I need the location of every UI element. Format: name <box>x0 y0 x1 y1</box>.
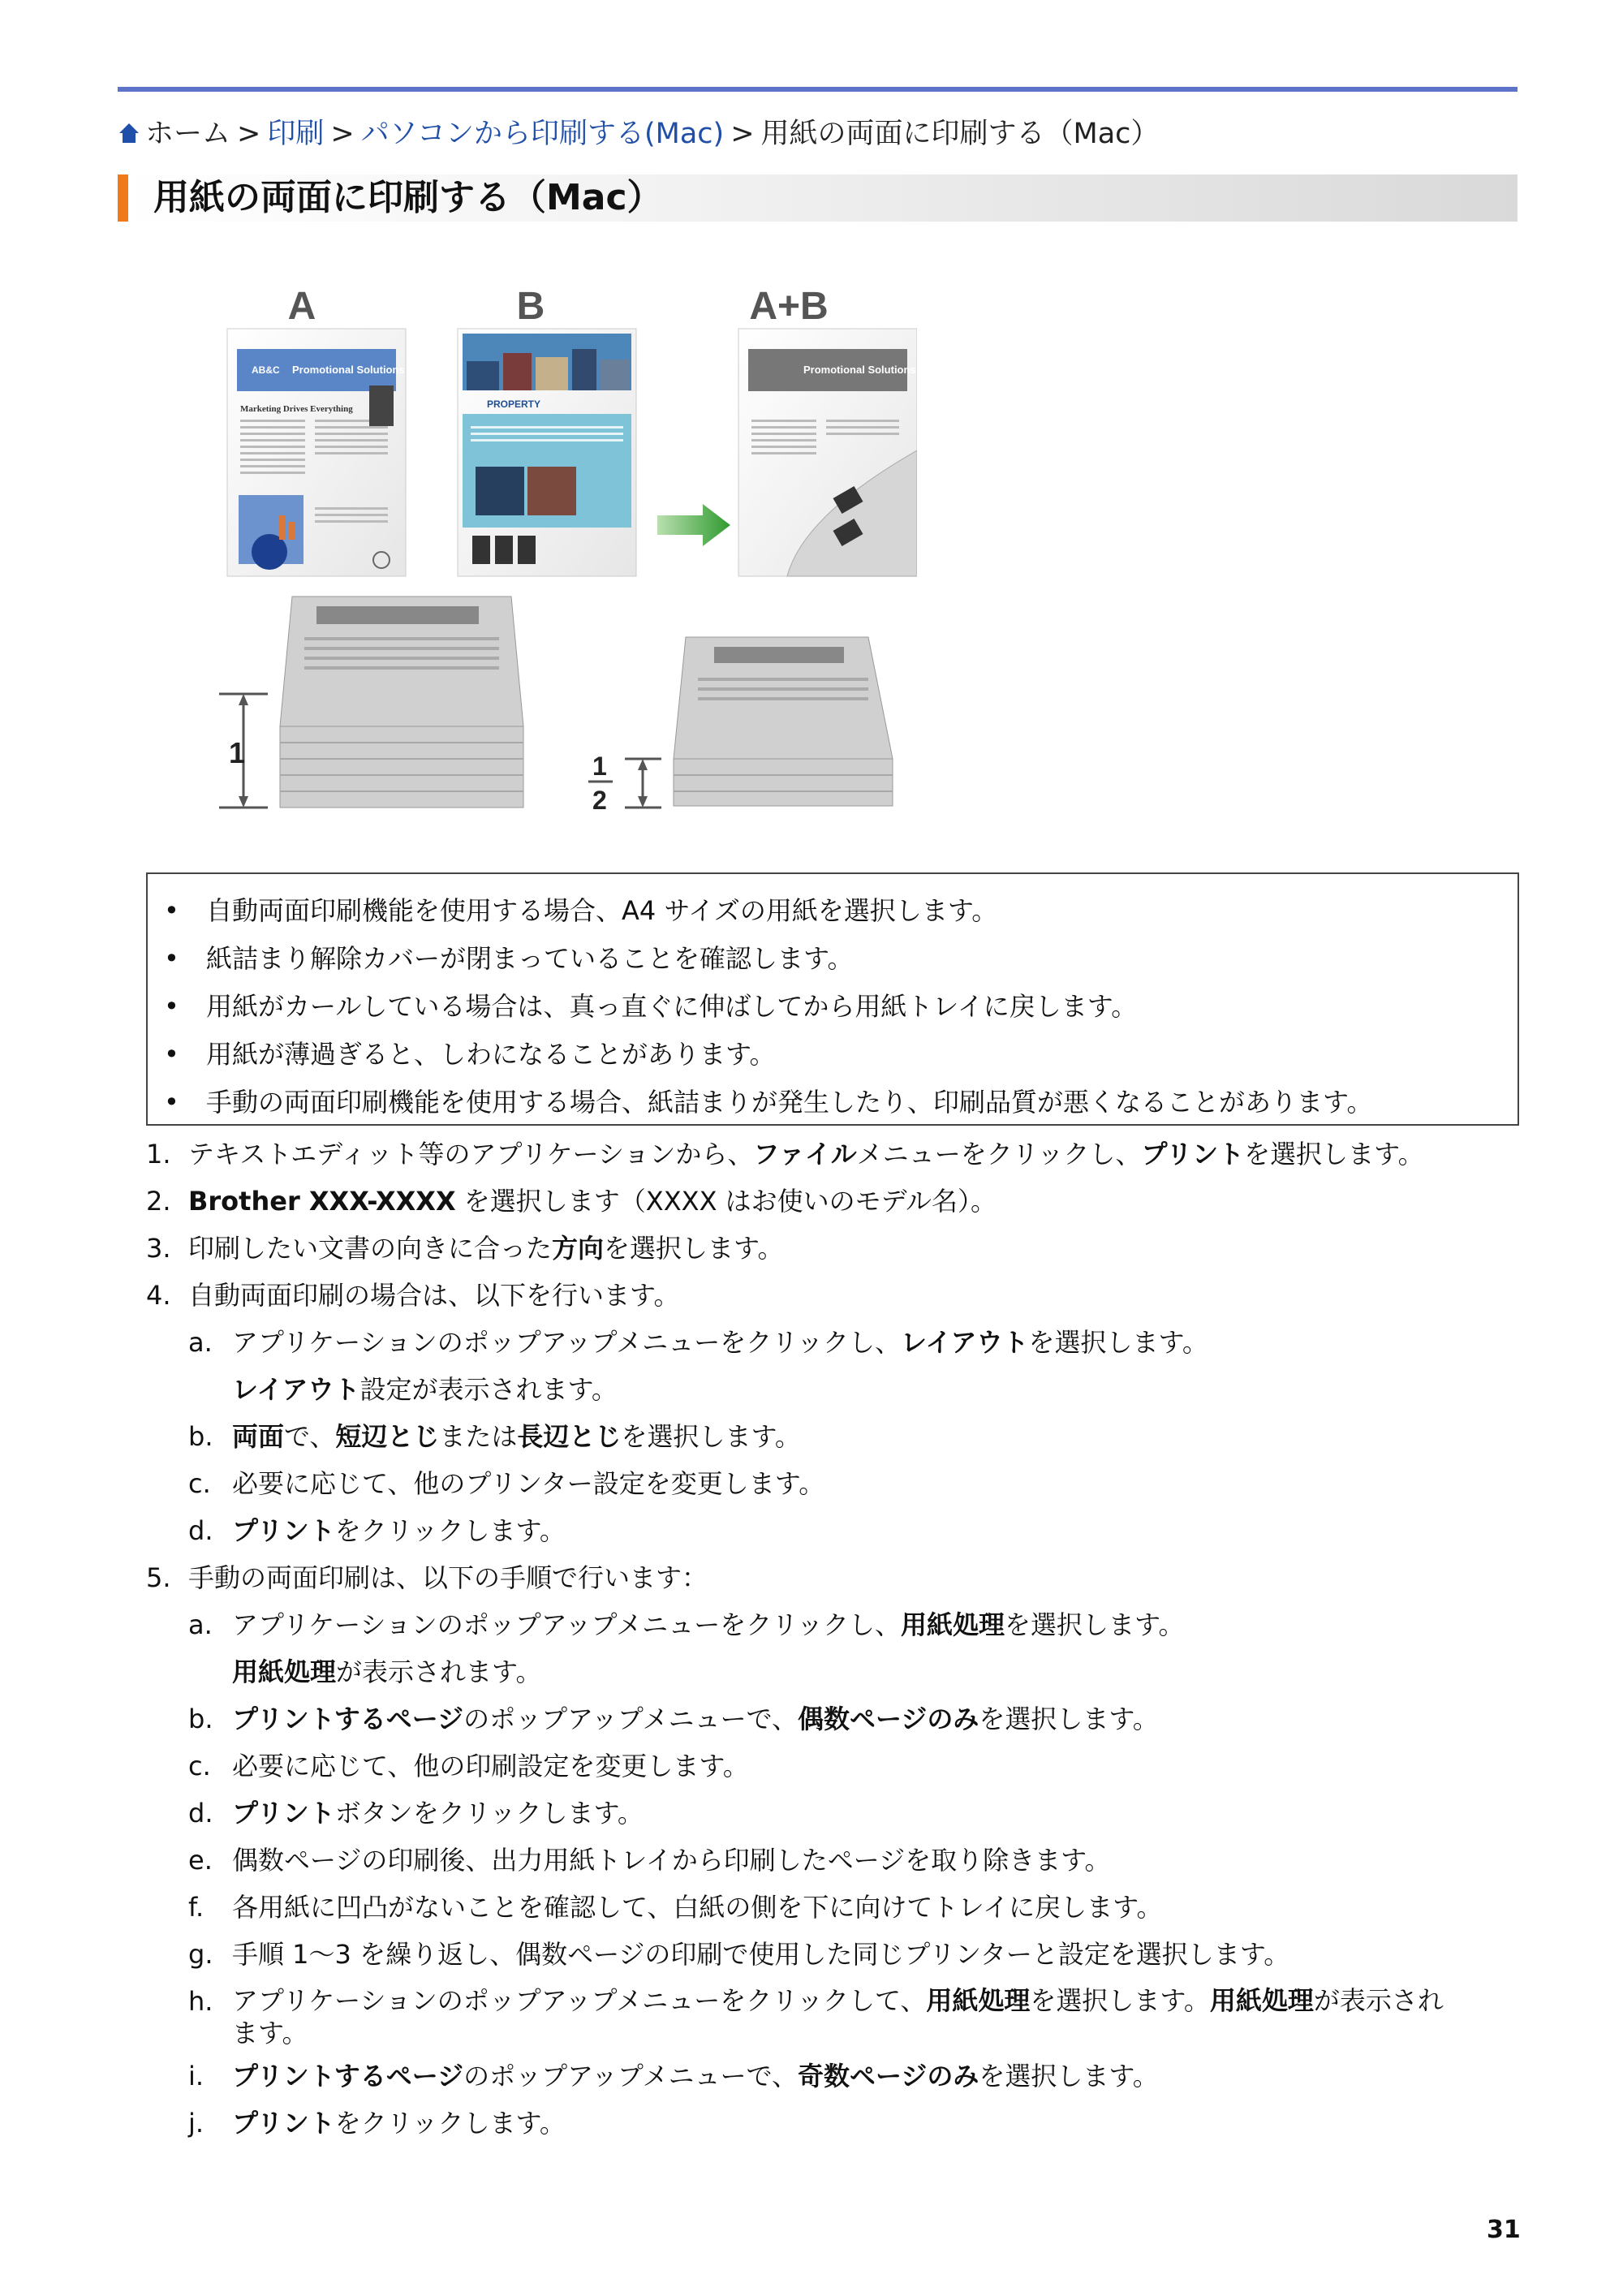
substep-text: アプリケーションのポップアップメニューをクリックし、用紙処理を選択します。 <box>232 1609 1185 1640</box>
label-b: B <box>516 285 545 328</box>
page-b-brand: PROPERTY <box>487 398 541 410</box>
substep-letter: c. <box>188 1751 211 1781</box>
breadcrumb-separator: > <box>730 118 755 150</box>
note-box <box>146 872 1519 1126</box>
paper-stack-single-sided <box>280 597 523 808</box>
arrow-right-icon <box>657 504 730 546</box>
substep-text: 手順 1～3 を繰り返し、偶数ページの印刷で使用した同じプリンターと設定を選択します。 <box>232 1939 1290 1970</box>
breadcrumb-home[interactable]: ホーム <box>145 118 231 150</box>
step-5c <box>146 1742 1526 1790</box>
step-4a <box>146 1319 1526 1366</box>
bullet: • <box>164 991 179 1022</box>
note-text: 用紙が薄過ぎると、しわになることがあります。 <box>206 1039 776 1070</box>
page-title-bar <box>118 174 1518 222</box>
note-text: 紙詰まり解除カバーが閉まっていることを確認します。 <box>206 943 854 974</box>
substep-text: プリントをクリックします。 <box>232 1515 566 1546</box>
note-item <box>148 887 1518 935</box>
substep-letter: f. <box>188 1892 204 1923</box>
substep-letter: b. <box>188 1704 213 1734</box>
title-accent <box>118 174 128 222</box>
substep-text: プリントするページのポップアップメニューで、偶数ページのみを選択します。 <box>232 1704 1159 1734</box>
step-2 <box>146 1178 1526 1225</box>
step-5 <box>146 1554 1526 1601</box>
step-5j <box>146 2100 1526 2147</box>
breadcrumb-link-print-from-computer[interactable]: パソコンから印刷する(Mac) <box>360 118 725 150</box>
substep-text: プリントボタンをクリックします。 <box>232 1798 644 1829</box>
substep-letter: e. <box>188 1845 213 1876</box>
step-3 <box>146 1225 1526 1272</box>
bullet: • <box>164 895 179 926</box>
paper-stack-duplex <box>674 637 893 806</box>
note-text: 自動両面印刷機能を使用する場合、A4 サイズの用紙を選択します。 <box>206 895 998 926</box>
step-number: 5. <box>146 1562 171 1593</box>
substep-text: レイアウト設定が表示されます。 <box>232 1374 618 1405</box>
step-number: 2. <box>146 1186 171 1217</box>
substep-text: プリントをクリックします。 <box>232 2108 566 2139</box>
step-number: 3. <box>146 1233 171 1264</box>
height-label-half-denominator: 2 <box>592 786 607 815</box>
duplex-illustration <box>219 272 917 824</box>
breadcrumb <box>118 114 1159 154</box>
substep-text: 両面で、短辺とじまたは長辺とじを選択します。 <box>232 1421 801 1452</box>
substep-text: プリントするページのポップアップメニューで、奇数ページのみを選択します。 <box>232 2061 1159 2091</box>
substep-text: アプリケーションのポップアップメニューをクリックして、用紙処理を選択します。用紙処理が表示され ます。 <box>232 1985 1444 2048</box>
substep-letter: j. <box>188 2108 204 2139</box>
page-number: 31 <box>1487 2216 1521 2244</box>
breadcrumb-link-print[interactable]: 印刷 <box>267 118 325 150</box>
step-5b <box>146 1695 1526 1742</box>
substep-letter: c. <box>188 1468 211 1499</box>
note-text: 手動の両面印刷機能を使用する場合、紙詰まりが発生したり、印刷品質が悪くなることがあります。 <box>206 1087 1373 1118</box>
page-a-plus-b <box>738 329 917 576</box>
procedure-steps <box>146 1131 1526 2147</box>
substep-letter: d. <box>188 1515 213 1546</box>
note-text: 用紙がカールしている場合は、真っ直ぐに伸ばしてから用紙トレイに戻します。 <box>206 991 1138 1022</box>
step-number: 4. <box>146 1280 171 1311</box>
substep-text: 各用紙に凹凸がないことを確認して、白紙の側を下に向けてトレイに戻します。 <box>232 1892 1163 1923</box>
top-rule <box>118 87 1518 92</box>
step-5a <box>146 1601 1526 1648</box>
page-title: 用紙の両面に印刷する（Mac） <box>153 177 663 218</box>
step-4a-continued <box>146 1366 1526 1413</box>
breadcrumb-separator: > <box>330 118 355 150</box>
page-a <box>227 329 406 576</box>
page-a-subhead: Marketing Drives Everything <box>240 404 353 414</box>
step-4b <box>146 1413 1526 1460</box>
substep-letter: h. <box>188 1986 213 2017</box>
step-text: 手動の両面印刷は、以下の手順で行います： <box>188 1562 708 1593</box>
step-text: テキストエディット等のアプリケーションから、ファイルメニューをクリックし、プリントを選択します。 <box>188 1139 1424 1170</box>
step-5f <box>146 1884 1526 1931</box>
substep-letter: a. <box>188 1327 213 1358</box>
substep-text: アプリケーションのポップアップメニューをクリックし、レイアウトを選択します。 <box>232 1327 1208 1358</box>
bullet: • <box>164 943 179 974</box>
bullet: • <box>164 1087 179 1118</box>
step-4c <box>146 1460 1526 1507</box>
label-a-plus-b: A+B <box>749 285 829 328</box>
substep-text: 必要に応じて、他のプリンター設定を変更します。 <box>232 1468 825 1499</box>
substep-letter: i. <box>188 2061 204 2091</box>
step-text: 印刷したい文書の向きに合った方向を選択します。 <box>188 1233 784 1264</box>
page-ab-headline: Promotional Solutions <box>803 364 916 376</box>
step-number: 1. <box>146 1139 171 1170</box>
note-item <box>148 1079 1518 1126</box>
substep-letter: d. <box>188 1798 213 1829</box>
note-item <box>148 935 1518 983</box>
label-a: A <box>287 285 316 328</box>
step-5e <box>146 1837 1526 1884</box>
breadcrumb-current: 用紙の両面に印刷する（Mac） <box>760 118 1160 150</box>
page-a-logo: AB&C <box>252 364 280 376</box>
page-b <box>458 329 636 576</box>
substep-letter: g. <box>188 1939 213 1970</box>
bullet: • <box>164 1039 179 1070</box>
step-4 <box>146 1272 1526 1319</box>
step-5i <box>146 2053 1526 2100</box>
note-item <box>148 983 1518 1031</box>
step-4d <box>146 1507 1526 1554</box>
page-a-headline: Promotional Solutions <box>292 364 405 376</box>
step-5h <box>146 1978 1526 2053</box>
height-label-half-numerator: 1 <box>592 752 607 781</box>
substep-letter: a. <box>188 1609 213 1640</box>
step-text: Brother XXX-XXXX を選択します（XXXX はお使いのモデル名）。 <box>188 1186 997 1217</box>
step-1 <box>146 1131 1526 1178</box>
height-label-full: 1 <box>229 736 246 769</box>
breadcrumb-separator: > <box>237 118 261 150</box>
substep-letter: b. <box>188 1421 213 1452</box>
home-icon[interactable] <box>118 121 140 145</box>
substep-text: 用紙処理が表示されます。 <box>232 1656 542 1687</box>
substep-text: 必要に応じて、他の印刷設定を変更します。 <box>232 1751 749 1781</box>
note-item <box>148 1031 1518 1079</box>
substep-text: 偶数ページの印刷後、出力用紙トレイから印刷したページを取り除きます。 <box>232 1845 1111 1876</box>
step-5g <box>146 1931 1526 1978</box>
step-text: 自動両面印刷の場合は、以下を行います。 <box>188 1280 680 1311</box>
step-5a-continued <box>146 1648 1526 1695</box>
step-5d <box>146 1790 1526 1837</box>
